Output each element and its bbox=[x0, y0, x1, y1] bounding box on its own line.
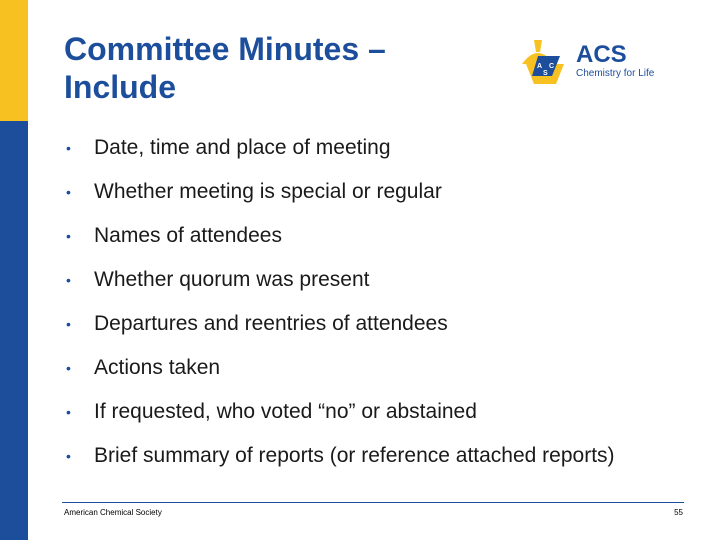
bullet-icon: • bbox=[66, 140, 71, 156]
bullet-item bbox=[66, 438, 716, 482]
bullet-icon: • bbox=[66, 228, 71, 244]
bullet-icon: • bbox=[66, 272, 71, 288]
slide-title bbox=[64, 30, 464, 106]
logo-tagline: Chemistry for Life bbox=[576, 68, 655, 79]
emblem-letter-a: A bbox=[537, 63, 543, 70]
acs-emblem-icon bbox=[522, 40, 564, 84]
emblem-letter-c: C bbox=[549, 63, 555, 70]
bullet-icon: • bbox=[66, 448, 71, 464]
bullet-text: Whether meeting is special or regular bbox=[94, 180, 442, 203]
bullet-icon: • bbox=[66, 316, 71, 332]
page-number: 55 bbox=[674, 508, 683, 517]
bullet-item bbox=[66, 130, 716, 174]
bullet-icon: • bbox=[66, 360, 71, 376]
bullet-text: If requested, who voted “no” or abstained bbox=[94, 400, 477, 423]
accent-bar-yellow bbox=[0, 0, 28, 121]
bullet-text: Departures and reentries of attendees bbox=[94, 312, 448, 335]
bullet-list bbox=[66, 130, 716, 482]
bullet-item bbox=[66, 350, 716, 394]
bullet-icon: • bbox=[66, 184, 71, 200]
bullet-item bbox=[66, 218, 716, 262]
bullet-item bbox=[66, 394, 716, 438]
title-line-1: Committee Minutes – bbox=[64, 31, 386, 67]
bullet-text: Brief summary of reports (or reference attached reports) bbox=[94, 444, 615, 467]
footer-organization: American Chemical Society bbox=[64, 508, 162, 517]
bullet-icon: • bbox=[66, 404, 71, 420]
bullet-item bbox=[66, 306, 716, 350]
accent-bar-blue bbox=[0, 121, 28, 540]
bullet-text: Names of attendees bbox=[94, 224, 282, 247]
logo-wordmark: ACS bbox=[576, 41, 627, 68]
footer-divider bbox=[62, 502, 684, 503]
title-line-2: Include bbox=[64, 69, 177, 105]
acs-logo bbox=[520, 34, 680, 90]
emblem-letter-s: S bbox=[543, 70, 548, 77]
bullet-item bbox=[66, 262, 716, 306]
bullet-item bbox=[66, 174, 716, 218]
bullet-text: Actions taken bbox=[94, 356, 221, 379]
bullet-text: Whether quorum was present bbox=[94, 268, 370, 291]
bullet-text: Date, time and place of meeting bbox=[94, 136, 391, 159]
